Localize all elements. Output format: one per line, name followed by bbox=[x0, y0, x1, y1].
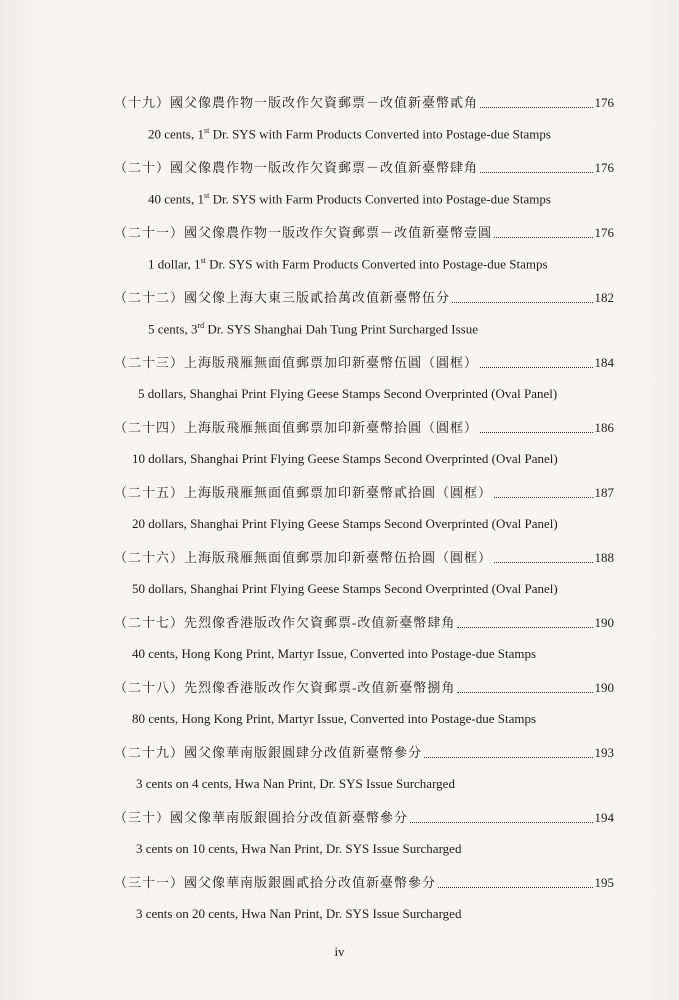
toc-entry-chinese-line bbox=[114, 482, 614, 504]
english-title-text: 40 cents, Hong Kong Print, Martyr Issue, Converted into Postage-due Stamps bbox=[132, 646, 537, 661]
toc-entry-page-number: 188 bbox=[594, 550, 614, 565]
ordinal-superscript: st bbox=[203, 126, 210, 135]
english-title-text-rest: Dr. SYS with Farm Products Converted into Postage-due Stamps bbox=[209, 191, 551, 207]
toc-entry bbox=[0, 482, 679, 547]
dot-leader bbox=[480, 432, 592, 433]
toc-entry-english-title bbox=[136, 776, 455, 796]
toc-entry-chinese-line bbox=[114, 352, 614, 374]
dot-leader bbox=[457, 627, 592, 628]
ordinal-superscript: st bbox=[200, 256, 206, 265]
toc-entry bbox=[0, 222, 679, 287]
toc-entry-chinese-title: （二十四）上海版飛雁無面值郵票加印新臺幣拾圓（圓框） bbox=[114, 420, 479, 435]
toc-entry-chinese-line bbox=[114, 677, 614, 699]
toc-entry-chinese-title: （二十）國父像農作物一版改作欠資郵票－改值新臺幣肆角 bbox=[114, 160, 479, 175]
toc-entry-english-title bbox=[148, 256, 548, 276]
toc-entry bbox=[0, 417, 679, 482]
english-title-text: 40 cents, 1 bbox=[148, 191, 204, 207]
toc-entry-page-number: 182 bbox=[594, 290, 614, 305]
toc-entry-chinese-title: （二十二）國父像上海大東三版貳拾萬改值新臺幣伍分 bbox=[114, 290, 451, 305]
toc-entry bbox=[0, 352, 679, 417]
english-title-text: 10 dollars, Shanghai Print Flying Geese Stamps Second Overprinted (Oval Panel) bbox=[132, 451, 558, 466]
english-title-text: 3 cents on 20 cents, Hwa Nan Print, Dr. SYS Issue Surcharged bbox=[136, 906, 462, 921]
toc-entry-chinese-line bbox=[114, 742, 614, 764]
english-title-text: 1 dollar, 1 bbox=[148, 256, 201, 272]
toc-entry-chinese-title: （二十三）上海版飛雁無面值郵票加印新臺幣伍圓（圓框） bbox=[114, 355, 479, 370]
dot-leader bbox=[494, 497, 592, 498]
toc-entry-chinese-title: （二十六）上海版飛雁無面值郵票加印新臺幣伍拾圓（圓框） bbox=[114, 550, 493, 565]
dot-leader bbox=[424, 757, 592, 758]
dot-leader bbox=[494, 562, 592, 563]
toc-entry-chinese-title: （二十八）先烈像香港版改作欠資郵票-改值新臺幣捌角 bbox=[114, 680, 456, 695]
toc-entry-chinese-title: （十九）國父像農作物一版改作欠資郵票－改值新臺幣貳角 bbox=[114, 95, 479, 110]
toc-entry bbox=[0, 92, 679, 157]
toc-entry-english-title bbox=[148, 191, 551, 211]
toc-entry-english-title bbox=[148, 321, 478, 341]
dot-leader bbox=[480, 367, 592, 368]
toc-entry-chinese-title: （二十九）國父像華南版銀圓肆分改值新臺幣參分 bbox=[114, 745, 423, 760]
toc-entry-english-title bbox=[132, 516, 558, 536]
toc-entry-chinese-line bbox=[114, 222, 614, 244]
toc-entry-english-title bbox=[132, 451, 558, 471]
toc-entry-english-title bbox=[132, 711, 536, 731]
toc-entry-page-number: 195 bbox=[594, 875, 614, 890]
toc-entry-page-number: 186 bbox=[594, 420, 614, 435]
dot-leader bbox=[438, 887, 592, 888]
toc-entry-english-title bbox=[136, 841, 461, 861]
toc-entry bbox=[0, 157, 679, 222]
toc-entry-page-number: 190 bbox=[594, 615, 614, 630]
toc-entry-chinese-line bbox=[114, 612, 614, 634]
toc-entry-english-title bbox=[132, 581, 558, 601]
toc-entry bbox=[0, 677, 679, 742]
toc-entry bbox=[0, 547, 679, 612]
toc-entry-english-title bbox=[148, 126, 551, 146]
toc-entry-page-number: 176 bbox=[594, 160, 614, 175]
toc-entry-english-title bbox=[136, 906, 461, 926]
dot-leader bbox=[494, 237, 592, 238]
toc-entry-chinese-line bbox=[114, 92, 614, 114]
dot-leader bbox=[457, 692, 592, 693]
toc-entry-english-title bbox=[132, 646, 536, 666]
toc-entry-chinese-line bbox=[114, 807, 614, 829]
toc-entry-page-number: 184 bbox=[594, 355, 614, 370]
toc-entry-page-number: 176 bbox=[594, 225, 614, 240]
english-title-text: 50 dollars, Shanghai Print Flying Geese Stamps Second Overprinted (Oval Panel) bbox=[132, 581, 558, 596]
toc-entry-chinese-title: （二十五）上海版飛雁無面值郵票加印新臺幣貳拾圓（圓框） bbox=[114, 485, 493, 500]
toc-entry bbox=[0, 612, 679, 677]
toc-entry-chinese-line bbox=[114, 417, 614, 439]
english-title-text: 5 dollars, Shanghai Print Flying Geese Stamps Second Overprinted (Oval Panel) bbox=[138, 386, 558, 401]
toc-entry-chinese-title: （二十一）國父像農作物一版改作欠資郵票－改值新臺幣壹圓 bbox=[114, 225, 493, 240]
toc-entry-page-number: 194 bbox=[594, 810, 614, 825]
toc-entry-chinese-title: （三十一）國父像華南版銀圓貳拾分改值新臺幣參分 bbox=[114, 875, 437, 890]
toc-entry-chinese-title: （三十）國父像華南版銀圓拾分改值新臺幣參分 bbox=[114, 810, 409, 825]
english-title-text: 20 cents, 1 bbox=[148, 126, 204, 142]
toc-entry-page-number: 190 bbox=[594, 680, 614, 695]
english-title-text: 20 dollars, Shanghai Print Flying Geese Stamps Second Overprinted (Oval Panel) bbox=[132, 516, 558, 531]
toc-entry-page-number: 176 bbox=[594, 95, 614, 110]
toc-entry-page-number: 193 bbox=[594, 745, 614, 760]
toc-entry bbox=[0, 742, 679, 807]
page-number: iv bbox=[334, 944, 345, 959]
toc-entry-chinese-line bbox=[114, 872, 614, 894]
english-title-text: 3 cents on 4 cents, Hwa Nan Print, Dr. SYS Issue Surcharged bbox=[136, 776, 455, 791]
english-title-text-rest: Dr. SYS with Farm Products Converted into Postage-due Stamps bbox=[209, 126, 551, 142]
toc-entry bbox=[0, 287, 679, 352]
table-of-contents bbox=[0, 92, 679, 937]
dot-leader bbox=[410, 822, 592, 823]
dot-leader bbox=[452, 302, 592, 303]
english-title-text: 3 cents on 10 cents, Hwa Nan Print, Dr. SYS Issue Surcharged bbox=[136, 841, 462, 856]
toc-entry-chinese-title: （二十七）先烈像香港版改作欠資郵票-改值新臺幣肆角 bbox=[114, 615, 456, 630]
ordinal-superscript: st bbox=[203, 191, 210, 200]
ordinal-superscript: rd bbox=[197, 321, 205, 330]
english-title-text: 5 cents, 3 bbox=[148, 321, 198, 337]
english-title-text-rest: Dr. SYS with Farm Products Converted into Postage-due Stamps bbox=[205, 256, 548, 272]
toc-entry bbox=[0, 872, 679, 937]
toc-entry bbox=[0, 807, 679, 872]
toc-entry-page-number: 187 bbox=[594, 485, 614, 500]
toc-entry-chinese-line bbox=[114, 547, 614, 569]
english-title-text-rest: Dr. SYS Shanghai Dah Tung Print Surcharged Issue bbox=[204, 321, 478, 337]
toc-entry-chinese-line bbox=[114, 157, 614, 179]
dot-leader bbox=[480, 172, 592, 173]
english-title-text: 80 cents, Hong Kong Print, Martyr Issue, Converted into Postage-due Stamps bbox=[132, 711, 537, 726]
toc-entry-chinese-line bbox=[114, 287, 614, 309]
dot-leader bbox=[480, 107, 592, 108]
toc-entry-english-title bbox=[138, 386, 557, 406]
